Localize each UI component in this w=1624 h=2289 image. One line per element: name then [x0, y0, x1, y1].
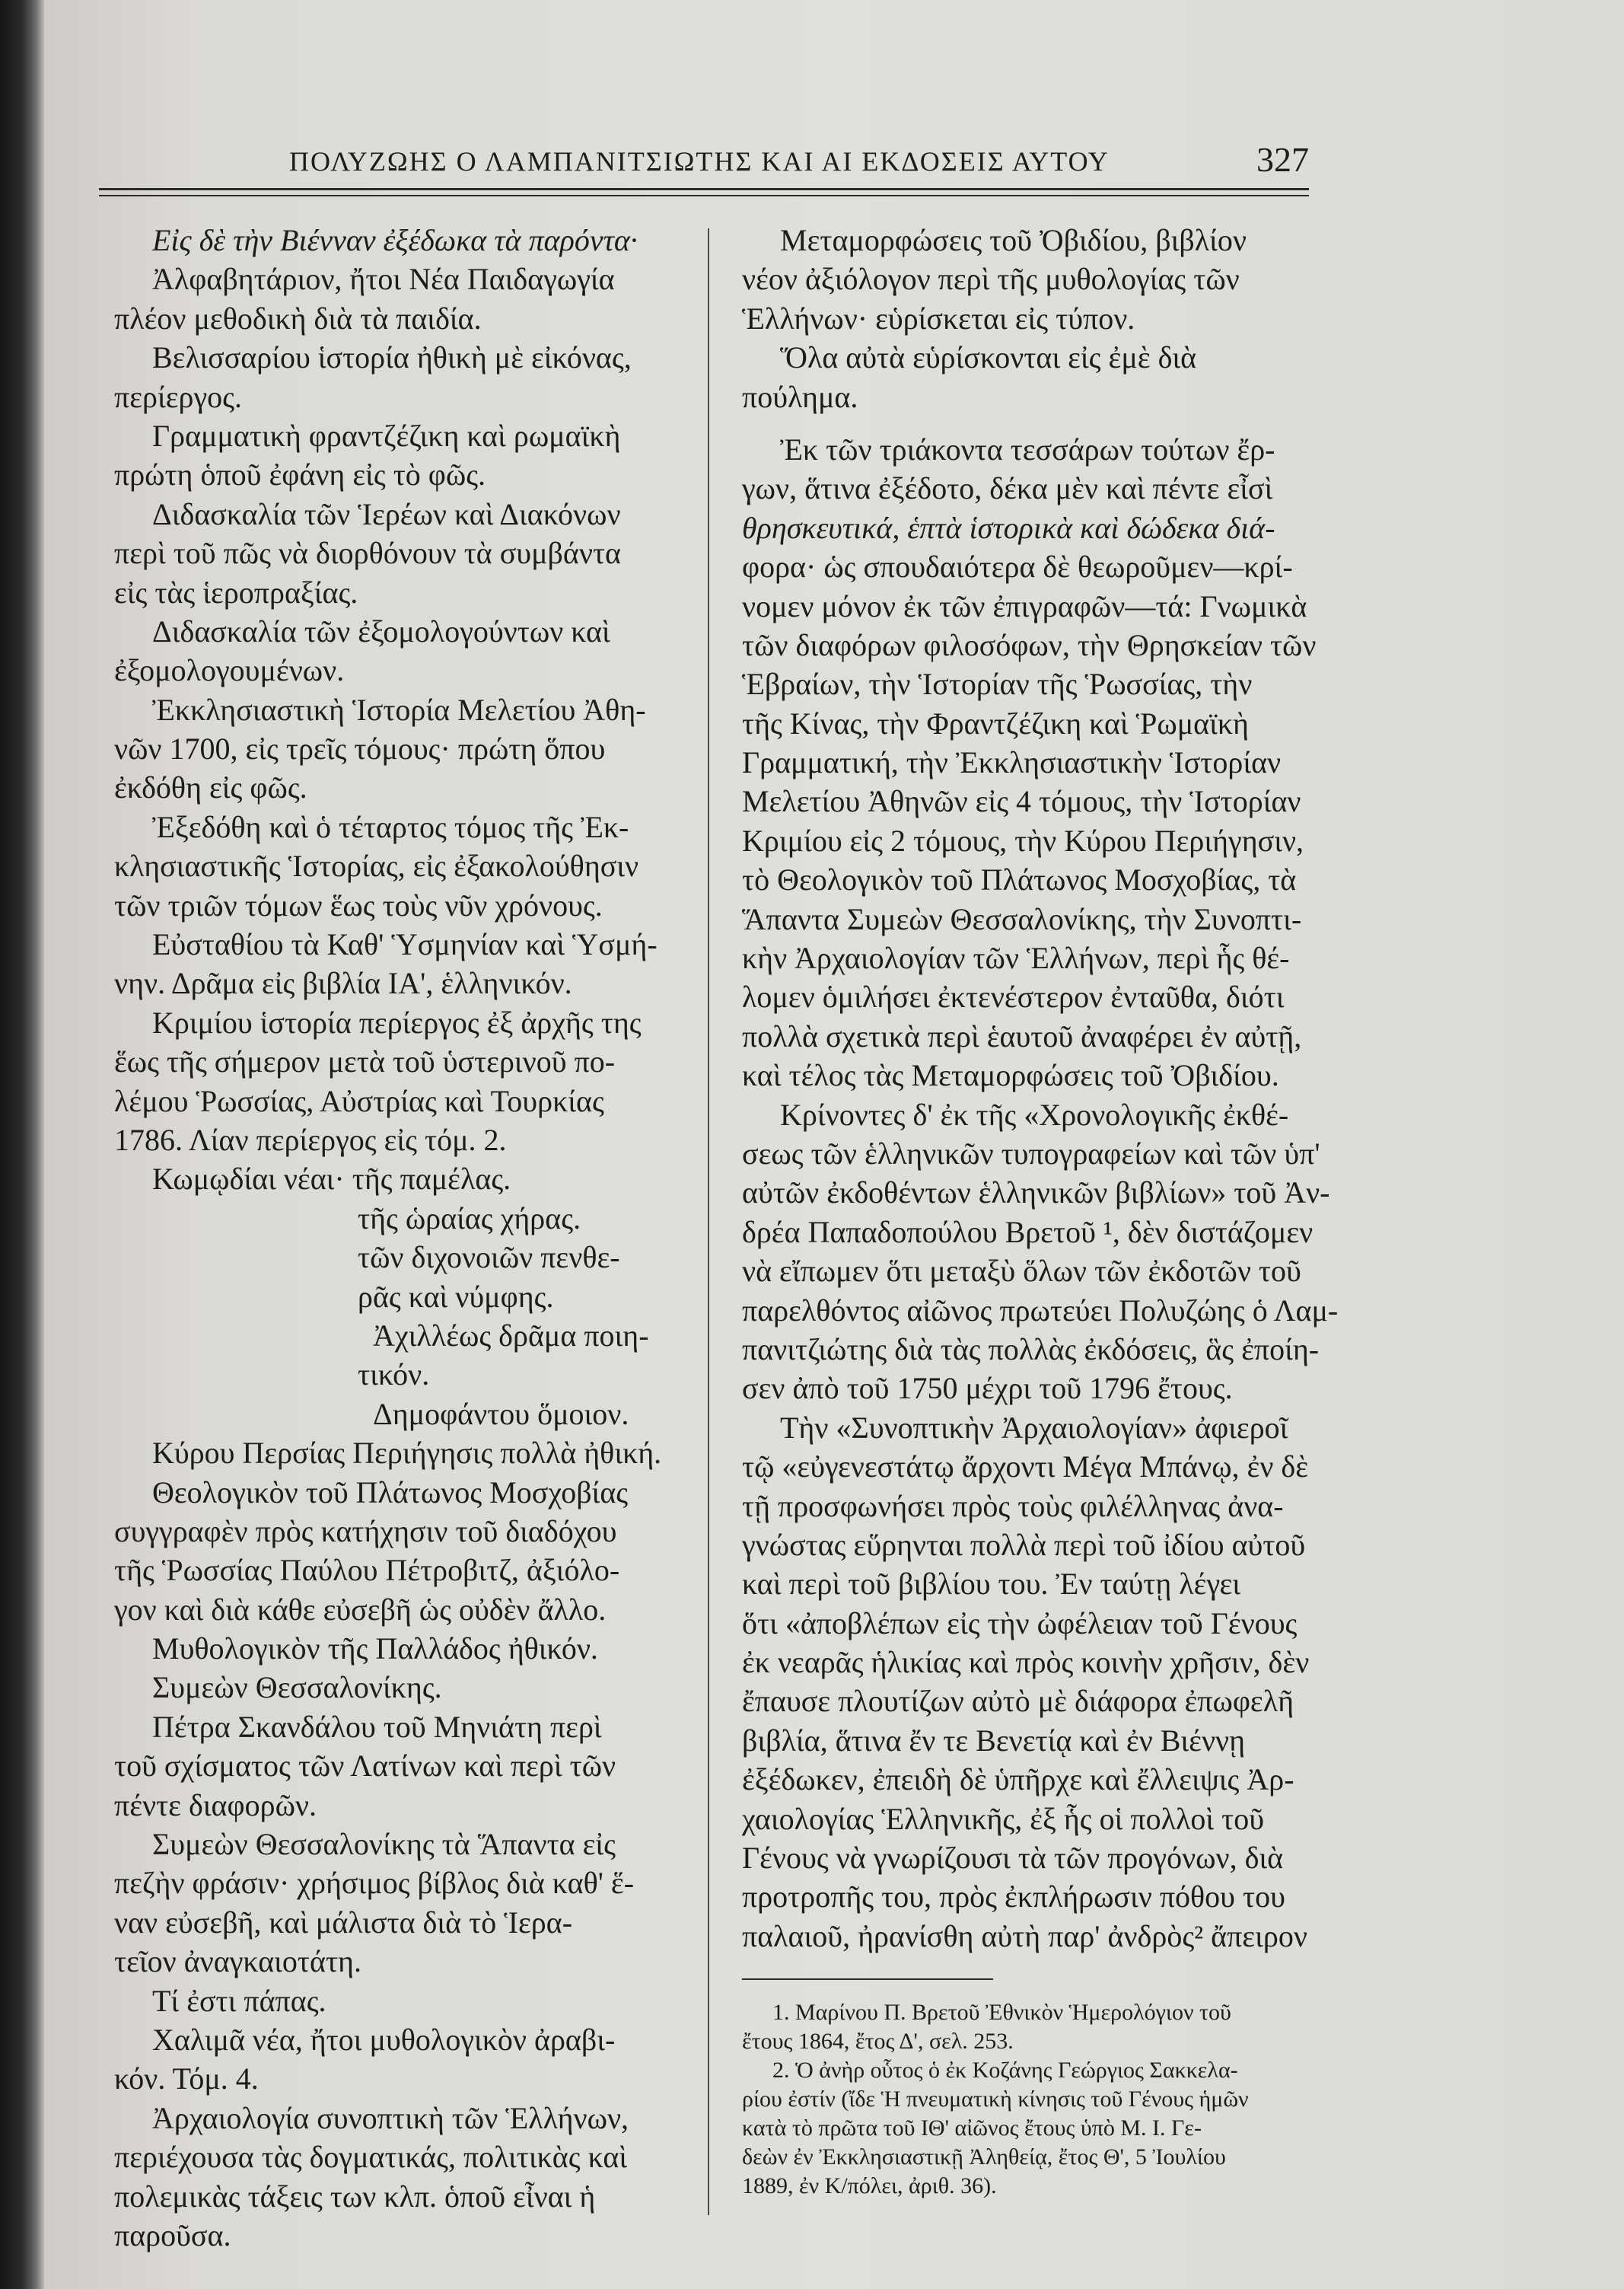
text-line: Συμεὼν Θεσσαλονίκης.	[152, 1670, 442, 1705]
text-line: γων, ἅτινα ἐξέδοτο, δέκα μὲν καὶ πέντε εἶσὶ	[742, 471, 1273, 506]
header-rule-double	[99, 195, 1309, 196]
text-line: Μυθολογικὸν τῆς Παλλάδος ἠθικόν.	[152, 1631, 598, 1666]
text-line: νέον ἀξιόλογον περὶ τῆς μυθολογίας τῶν	[742, 262, 1240, 297]
text-line: πολλὰ σχετικὰ περὶ ἑαυτοῦ ἀναφέρει ἐν αὐτῇ,	[742, 1019, 1302, 1054]
text-line: ἐκ νεαρᾶς ἡλικίας καὶ πρὸς κοινὴν χρῆσιν, δὲν	[742, 1645, 1310, 1680]
text-line: εἰς τὰς ἱεροπραξίας.	[114, 575, 358, 610]
text-line: πέντε διαφορῶν.	[114, 1787, 317, 1822]
text-line: Ἀλφαβητάριον, ἤτοι Νέα Παιδαγωγία	[152, 262, 615, 297]
text-line: κὴν Ἀρχαιολογίαν τῶν Ἑλλήνων, περὶ ἧς θέ-	[742, 941, 1290, 976]
text-line: πούλημα.	[742, 379, 858, 414]
text-line: αὐτῶν ἐκδοθέντων ἑλληνικῶν βιβλίων» τοῦ Ἀν-	[742, 1175, 1330, 1210]
text-line: νην. Δρᾶμα εἰς βιβλία ΙΑ', ἑλληνικόν.	[114, 966, 572, 1001]
text-line: πανιτζιώτης διὰ τὰς πολλὰς ἐκδόσεις, ἃς ἐποίη-	[742, 1331, 1320, 1366]
text-line: Ἐξεδόθη καὶ ὁ τέταρτος τόμος τῆς Ἐκ-	[152, 809, 629, 844]
text-line: τῇ προσφωνήσει πρὸς τοὺς φιλέλληνας ἀνα-	[742, 1488, 1284, 1523]
text-line: Γραμματικὴ φραντζέζικη καὶ ρωμαϊκὴ	[152, 418, 621, 453]
footnote-line: 2. Ὁ ἀνὴρ οὗτος ὁ ἐκ Κοζάνης Γεώργιος Σακκελα-	[772, 2058, 1238, 2083]
text-line: τοῦ σχίσματος τῶν Λατίνων καὶ περὶ τῶν	[114, 1749, 616, 1784]
text-line: κλησιαστικῆς Ἱστορίας, εἰς ἐξακολούθησιν	[114, 849, 639, 884]
book-gutter	[0, 0, 44, 2289]
page-number: 327	[1256, 140, 1309, 179]
text-line: Ἑβραίων, τὴν Ἱστορίαν τῆς Ῥωσσίας, τὴν	[742, 667, 1253, 702]
footnote-line: κατὰ τὸ πρῶτα τοῦ ΙΘ' αἰῶνος ἔτους ὑπὸ Μ. Ι. Γε-	[742, 2115, 1202, 2141]
text-line: Διδασκαλία τῶν ἐξομολογούντων καὶ	[152, 614, 610, 649]
column-divider	[708, 228, 709, 2215]
left-column	[114, 221, 700, 2255]
footnote-line: ἔτους 1864, ἔτος Δ', σελ. 253.	[742, 2029, 1014, 2055]
text-line: Κριμίου εἰς 2 τόμους, τὴν Κύρου Περιήγησιν,	[742, 823, 1304, 858]
text-line: τεῖον ἀναγκαιοτάτη.	[114, 1944, 361, 1979]
text-line: Τί ἐστι πάπας.	[152, 1983, 326, 2018]
text-line: Μεταμορφώσεις τοῦ Ὀβιδίου, βιβλίον	[780, 223, 1247, 257]
text-line: περιέχουσα τὰς δογματικάς, πολιτικὰς καὶ	[114, 2140, 628, 2175]
text-line: παλαιοῦ, ἠρανίσθη αὐτὴ παρ' ἀνδρὸς² ἄπειρον	[742, 1918, 1307, 1953]
footnote-line: 1. Μαρίνου Π. Βρετοῦ Ἐθνικὸν Ἡμερολόγιον τοῦ	[772, 2000, 1231, 2026]
text-line: προτροπῆς του, πρὸς ἐκπλήρωσιν πόθου του	[742, 1879, 1285, 1914]
text-line: Γραμματική, τὴν Ἐκκλησιαστικὴν Ἱστορίαν	[742, 745, 1282, 780]
text-line: τῆς Ῥωσσίας Παύλου Πέτροβιτζ, ἀξιόλο-	[114, 1553, 620, 1588]
text-line: τῶν διαφόρων φιλοσόφων, τὴν Θρησκείαν τῶν	[742, 627, 1317, 662]
text-line: πεζὴν φράσιν· χρήσιμος βίβλος διὰ καθ' ἕ-	[114, 1866, 635, 1901]
text-line: Ἀρχαιολογία συνοπτικὴ τῶν Ἑλλήνων,	[152, 2100, 629, 2135]
text-line: Ὅλα αὐτὰ εὑρίσκονται εἰς ἐμὲ διὰ	[780, 340, 1197, 375]
footnote-line: ρίου ἐστίν (ἴδε Ἡ πνευματικὴ κίνησις τοῦ Γένους ἡμῶν	[742, 2087, 1249, 2112]
text-line: Κριμίου ἱστορία περίεργος ἐξ ἀρχῆς της	[152, 1005, 642, 1040]
text-line: ἐξέδωκεν, ἐπειδὴ δὲ ὑπῆρχε καὶ ἔλλειψις Ἀρ-	[742, 1762, 1294, 1797]
paragraph-gap	[742, 416, 1309, 430]
text-line: πλέον μεθοδικὴ διὰ τὰ παιδία.	[114, 301, 482, 336]
text-line: σεν ἀπὸ τοῦ 1750 μέχρι τοῦ 1796 ἔτους.	[742, 1371, 1233, 1406]
text-line: ἐκδόθη εἰς φῶς.	[114, 770, 307, 805]
text-line: τῶν διχονοιῶν πενθε-	[358, 1240, 620, 1275]
text-line: ἕως τῆς σήμερον μετὰ τοῦ ὑστερινοῦ πο-	[114, 1044, 616, 1079]
text-line: νομεν μόνον ἐκ τῶν ἐπιγραφῶν—τά: Γνωμικὰ	[742, 588, 1307, 623]
text-line: δρέα Παπαδοπούλου Βρετοῦ ¹, δὲν διστάζομεν	[742, 1214, 1314, 1249]
text-line: συγγραφὲν πρὸς κατήχησιν τοῦ διαδόχου	[114, 1513, 617, 1548]
text-line: καὶ περὶ τοῦ βιβλίου του. Ἐν ταύτῃ λέγει	[742, 1567, 1240, 1602]
text-line: βιβλία, ἅτινα ἔν τε Βενετίᾳ καὶ ἐν Βιέννῃ	[742, 1723, 1246, 1758]
text-line: Ἐκκλησιαστικὴ Ἱστορία Μελετίου Ἀθη-	[152, 692, 646, 727]
running-head: ΠΟΛΥΖΩΗΣ Ο ΛΑΜΠΑΝΙΤΣΙΩΤΗΣ ΚΑΙ ΑΙ ΕΚΔΟΣΕΙΣ ΑΥΤΟΥ	[289, 146, 1110, 177]
page-header	[99, 139, 1309, 185]
text-line: 1786. Λίαν περίεργος εἰς τόμ. 2.	[114, 1122, 507, 1157]
footnote-rule	[742, 1978, 993, 1980]
text-line: τικόν.	[358, 1357, 430, 1392]
text-line: τῆς ὡραίας χήρας.	[358, 1200, 581, 1235]
text-line: γνώστας εὕρηνται πολλὰ περὶ τοῦ ἰδίου αὐτοῦ	[742, 1527, 1306, 1562]
text-line: Εἰς δὲ τὴν Βιένναν ἐξέδωκα τὰ παρόντα·	[152, 223, 638, 257]
text-line: κόν. Τόμ. 4.	[114, 2061, 259, 2096]
text-line: φορα· ὡς σπουδαιότερα δὲ θεωροῦμεν—κρί-	[742, 550, 1293, 585]
text-line: πρώτη ὁποῦ ἐφάνη εἰς τὸ φῶς.	[114, 457, 486, 493]
text-line: λέμου Ῥωσσίας, Αὐστρίας καὶ Τουρκίας	[114, 1083, 604, 1118]
text-line: Ἐκ τῶν τριάκοντα τεσσάρων τούτων ἔρ-	[780, 432, 1275, 467]
text-line: Μελετίου Ἀθηνῶν εἰς 4 τόμους, τὴν Ἱστορίαν	[742, 784, 1301, 819]
text-line: παρελθόντος αἰῶνος πρωτεύει Πολυζώης ὁ Λαμ-	[742, 1293, 1339, 1328]
text-line: Ἅπαντα Συμεὼν Θεσσαλονίκης, τὴν Συνοπτι-	[742, 901, 1302, 936]
text-line: τῆς Κίνας, τὴν Φραντζέζικη καὶ Ῥωμαϊκὴ	[742, 706, 1249, 741]
text-line: ἐξομολογουμένων.	[114, 653, 345, 688]
text-line: νῶν 1700, εἰς τρεῖς τόμους· πρώτη ὅπου	[114, 732, 606, 767]
text-line: Δημοφάντου ὅμοιον.	[373, 1396, 629, 1431]
text-line: λομεν ὁμιλήσει ἐκτενέστερον ἐνταῦθα, διότι	[742, 980, 1285, 1015]
footnote-line: 1889, ἐν Κ/πόλει, ἀριθ. 36).	[742, 2173, 997, 2199]
text-line: Βελισσαρίου ἱστορία ἠθικὴ μὲ εἰκόνας,	[152, 340, 632, 375]
text-line: Διδασκαλία τῶν Ἱερέων καὶ Διακόνων	[152, 496, 621, 531]
text-line: ρᾶς καὶ νύμφης.	[358, 1279, 554, 1314]
text-line: νὰ εἴπωμεν ὅτι μεταξὺ ὅλων τῶν ἐκδοτῶν τοῦ	[742, 1254, 1301, 1289]
text-line: ναν εὐσεβῆ, καὶ μάλιστα διὰ τὸ Ἱερα-	[114, 1905, 573, 1940]
text-line: πολεμικὰς τάξεις των κλπ. ὁποῦ εἶναι ἡ	[114, 2179, 596, 2214]
text-line: ὅτι «ἀποβλέπων εἰς τὴν ὠφέλειαν τοῦ Γένους	[742, 1605, 1298, 1640]
text-line: χαιολογίας Ἑλληνικῆς, ἐξ ἧς οἱ πολλοὶ τοῦ	[742, 1801, 1265, 1836]
text-line: τῶν τριῶν τόμων ἕως τοὺς νῦν χρόνους.	[114, 888, 603, 923]
text-line: Κρίνοντες δ' ἐκ τῆς «Χρονολογικῆς ἐκθέ-	[780, 1097, 1289, 1132]
text-line: Συμεὼν Θεσσαλονίκης τὰ Ἅπαντα εἰς	[152, 1827, 616, 1862]
text-line: τὸ Θεολογικὸν τοῦ Πλάτωνος Μοσχοβίας, τὰ	[742, 862, 1297, 897]
text-line: Ἑλλήνων· εὑρίσκεται εἰς τύπον.	[742, 301, 1135, 336]
text-line: σεως τῶν ἑλληνικῶν τυπογραφείων καὶ τῶν ὑπ'	[742, 1136, 1320, 1171]
text-line: Τὴν «Συνοπτικὴν Ἀρχαιολογίαν» ἀφιεροῖ	[780, 1410, 1288, 1445]
text-line: γον καὶ διὰ κάθε εὐσεβῆ ὡς οὐδὲν ἄλλο.	[114, 1592, 607, 1627]
text-line: Ἀχιλλέως δρᾶμα ποιη-	[373, 1318, 649, 1353]
text-line: Γένους νὰ γνωρίζουσι τὰ τῶν προγόνων, διὰ	[742, 1841, 1284, 1876]
text-line: περὶ τοῦ πῶς νὰ διορθόνουν τὰ συμβάντα	[114, 536, 621, 571]
text-line: Χαλιμᾶ νέα, ἤτοι μυθολογικὸν ἀραβι-	[152, 2022, 616, 2057]
text-line: τῷ «εὐγενεστάτῳ ἄρχοντι Μέγα Μπάνῳ, ἐν δὲ	[742, 1449, 1309, 1484]
text-line: περίεργος.	[114, 379, 242, 414]
text-line: Κωμῳδίαι νέαι· τῆς παμέλας.	[152, 1162, 511, 1197]
text-line: καὶ τέλος τὰς Μεταμορφώσεις τοῦ Ὀβιδίου.	[742, 1058, 1279, 1093]
text-line: Εὐσταθίου τὰ Καθ' Ὑσμηνίαν καὶ Ὑσμή-	[152, 927, 658, 962]
text-line: θρησκευτικά, ἑπτὰ ἱστορικὰ καὶ δώδεκα διά-	[742, 510, 1275, 545]
header-rule	[99, 188, 1309, 190]
text-line: Θεολογικὸν τοῦ Πλάτωνος Μοσχοβίας	[152, 1474, 629, 1510]
text-line: Πέτρα Σκανδάλου τοῦ Μηνιάτη περὶ	[152, 1709, 602, 1744]
footnote-line: δεὼν ἐν Ἐκκλησιαστικῇ Ἀληθείᾳ, ἔτος Θ', 5 Ἰουλίου	[742, 2144, 1226, 2170]
text-line: παροῦσα.	[114, 2217, 231, 2252]
text-line: ἔπαυσε πλουτίζων αὐτὸ μὲ διάφορα ἐπωφελῆ	[742, 1684, 1294, 1719]
right-column	[742, 221, 1339, 2201]
text-line: Κύρου Περσίας Περιήγησις πολλὰ ἠθική.	[152, 1436, 662, 1471]
